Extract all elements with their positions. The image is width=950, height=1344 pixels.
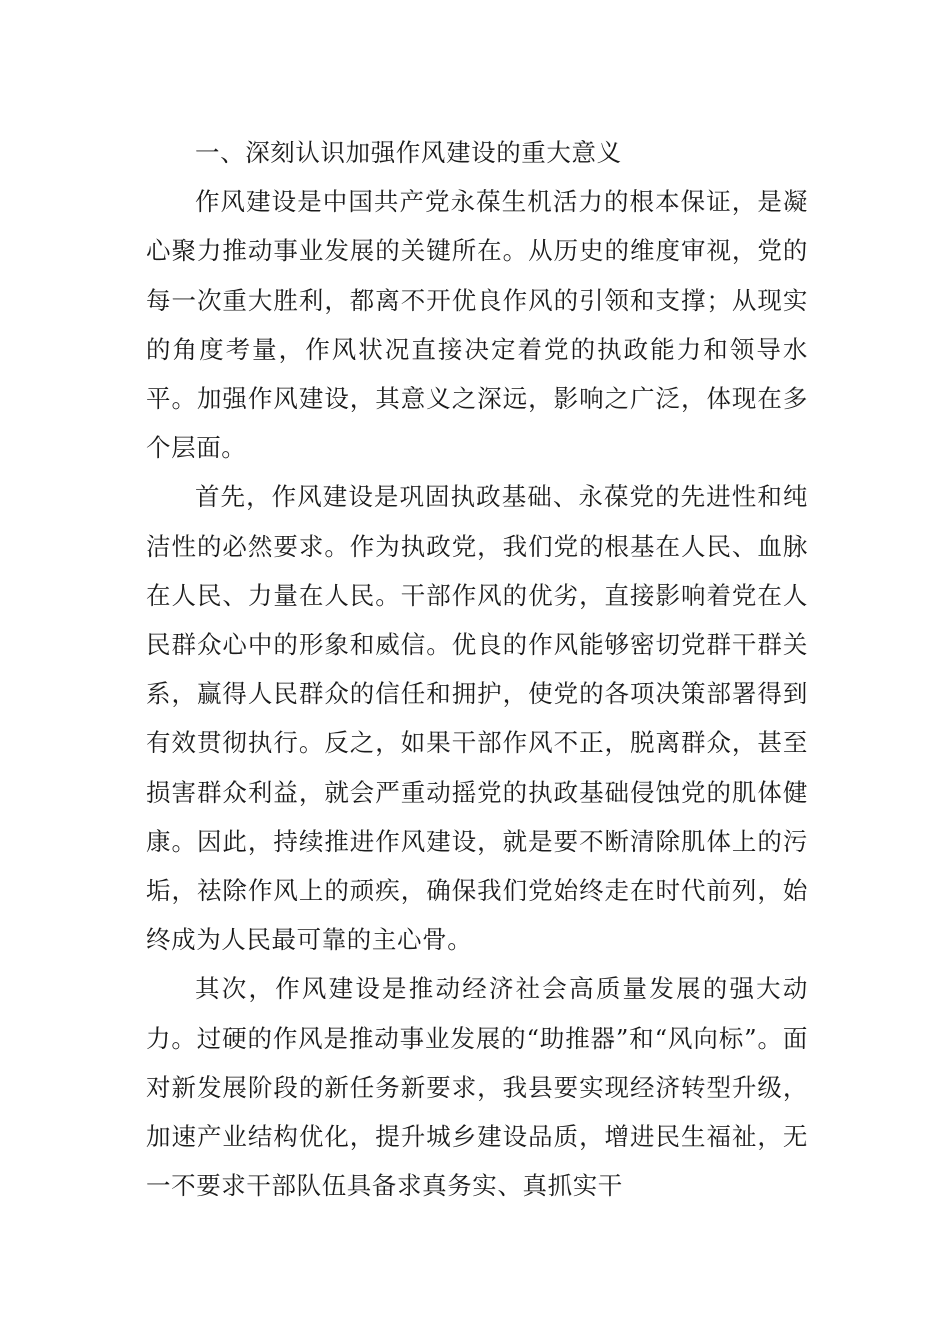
section-heading: 一、深刻认识加强作风建设的重大意义	[195, 138, 622, 167]
paragraph-first: 首先，作风建设是巩固执政基础、永葆党的先进性和纯洁性的必然要求。作为执政党，我们党的根基在人民、血脉在人民、力量在人民。干部作风的优劣，直接影响着党在人民群众心中的形象和威信。优良的作风能够密切党群干群关系，赢得人民群众的信任和拥护，使党的各项决策部署得到有效贯彻执行。反之，如果干部作风不正，脱离群众，甚至损害群众利益，就会严重动摇党的执政基础侵蚀党的肌体健康。因此，持续推进作风建设，就是要不断清除肌体上的污垢，祛除作风上的顽疾，确保我们党始终走在时代前列，始终成为人民最可靠的主心骨。	[146, 482, 808, 955]
paragraph-significance: 作风建设是中国共产党永葆生机活力的根本保证，是凝心聚力推动事业发展的关键所在。从历史的维度审视，党的每一次重大胜利，都离不开优良作风的引领和支撑；从现实的角度考量，作风状况直接决定着党的执政能力和领导水平。加强作风建设，其意义之深远，影响之广泛，体现在多个层面。	[146, 187, 808, 463]
paragraph-second: 其次，作风建设是推动经济社会高质量发展的强大动力。过硬的作风是推动事业发展的“助推器”和“风向标”。面对新发展阶段的新任务新要求，我县要实现经济转型升级，加速产业结构优化，提升城乡建设品质，增进民生福祉，无一不要求干部队伍具备求真务实、真抓实干	[146, 974, 808, 1201]
document-body	[146, 128, 808, 1210]
